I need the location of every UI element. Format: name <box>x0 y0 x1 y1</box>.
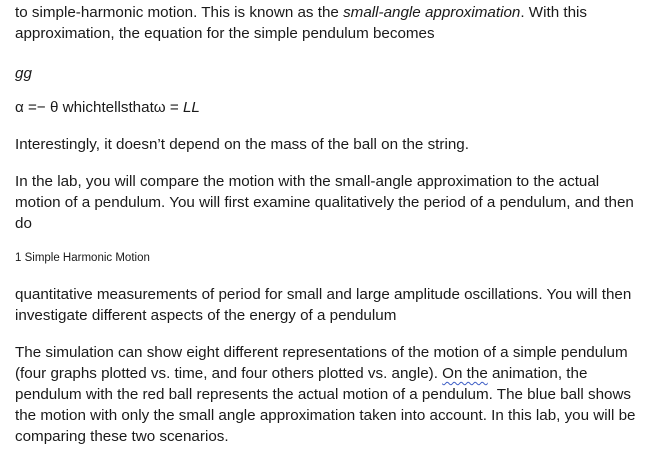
text-run: . With this approximation, the equation for the simple pendulum becomes <box>15 4 588 42</box>
emphasis-small-angle-approximation: small-angle approximation <box>343 4 521 21</box>
equation-main-text: α =− θ whichtellsthatω = <box>15 99 183 116</box>
paragraph-small-angle-intro <box>15 2 640 44</box>
text-run: to simple-harmonic motion. This is known as the <box>15 4 344 21</box>
equation-pendulum <box>15 99 640 117</box>
spellcheck-flagged-text[interactable]: On the <box>442 365 488 382</box>
equation-denominators: LL <box>182 99 200 116</box>
equation-fraction-numerators: gg <box>15 65 32 82</box>
running-header: 1 Simple Harmonic Motion <box>15 252 150 264</box>
text-run: animation, the pendulum with the red ball represents the actual motion of a pendulum. The blue ball shows the motion with only the small angle approximation taken into account. In this lab, you will be comparing these two scenarios. <box>15 365 636 445</box>
paragraph-quantitative-measurements: quantitative measurements of period for small and large amplitude oscillations. You will then investigate different aspects of the energy of a pendulum <box>15 286 632 324</box>
paragraph-lab-overview: In the lab, you will compare the motion with the small-angle approximation to the actual motion of a pendulum. You will first examine qualitatively the period of a pendulum, and then do <box>15 173 634 232</box>
paragraph-simulation-description <box>15 342 640 447</box>
document-page <box>15 0 640 447</box>
text-run: The simulation can show eight different representations of the motion of a simple pendulum (four graphs plotted vs. time, and four others plotted vs. angle). <box>15 344 628 382</box>
paragraph-mass-independence: Interestingly, it doesn’t depend on the mass of the ball on the string. <box>15 136 469 153</box>
